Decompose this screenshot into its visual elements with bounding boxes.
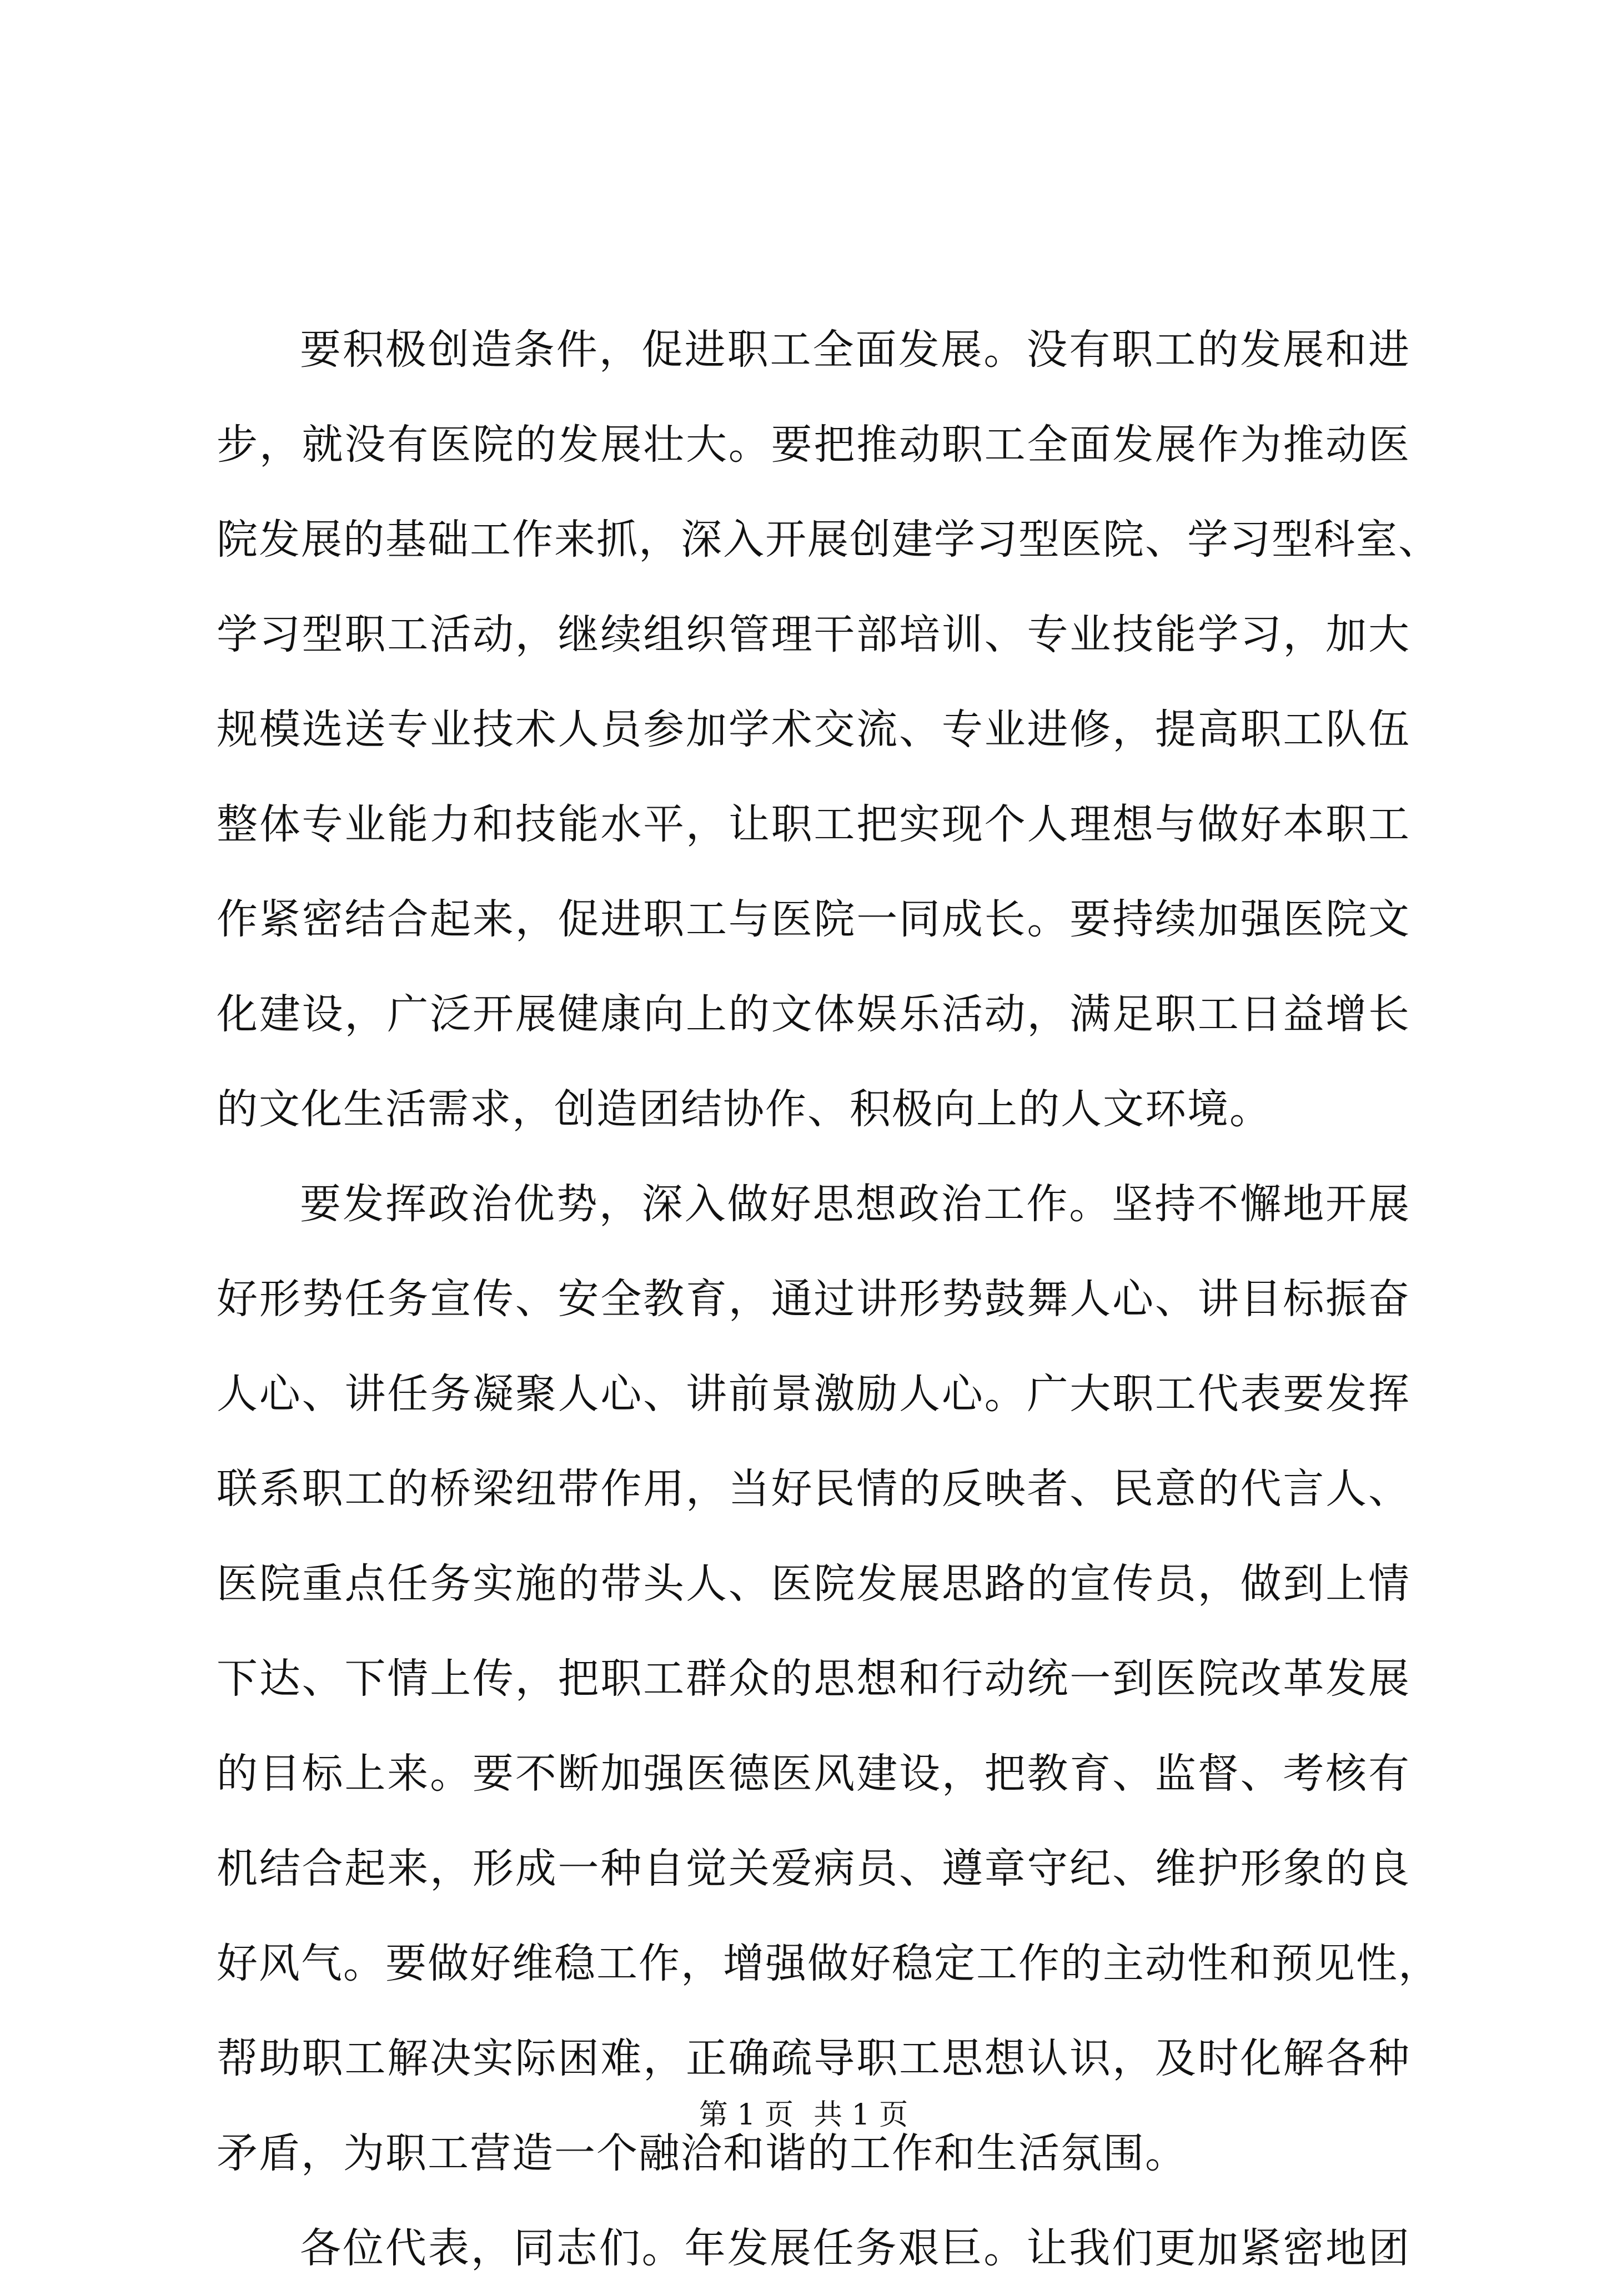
paragraph-1-line-6: 整体专业能力和技能水平，让职工把实现个人理想与做好本职工 xyxy=(217,800,1410,848)
paragraph-2-line-8: 机结合起来，形成一种自觉关爱病员、遵章守纪、维护形象的良 xyxy=(217,1845,1410,1892)
paragraph-1-line-1: 要积极创造条件，促进职工全面发展。没有职工的发展和进 xyxy=(300,326,1410,374)
paragraph-1-line-5: 规模选送专业技术人员参加学术交流、专业进修，提高职工队伍 xyxy=(217,706,1410,753)
paragraph-2-line-6: 下达、下情上传，把职工群众的思想和行动统一到医院改革发展 xyxy=(217,1655,1410,1703)
paragraph-3-line-1: 各位代表，同志们。年发展任务艰巨。让我们更加紧密地团 xyxy=(300,2224,1410,2272)
paragraph-2-line-4: 联系职工的桥梁纽带作用，当好民情的反映者、民意的代言人、 xyxy=(217,1465,1410,1513)
page-total-label: 共 1 页 xyxy=(813,2098,908,2132)
paragraph-2-line-7: 的目标上来。要不断加强医德医风建设，把教育、监督、考核有 xyxy=(217,1750,1410,1797)
page-footer xyxy=(0,2096,1607,2134)
paragraph-1-line-9: 的文化生活需求，创造团结协作、积极向上的人文环境。 xyxy=(217,1085,1272,1133)
paragraph-2-line-5: 医院重点任务实施的带头人、医院发展思路的宣传员，做到上情 xyxy=(217,1560,1410,1608)
paragraph-2-line-11: 矛盾，为职工营造一个融洽和谐的工作和生活氛围。 xyxy=(217,2129,1187,2177)
paragraph-1-line-4: 学习型职工活动，继续组织管理干部培训、专业技能学习，加大 xyxy=(217,611,1410,658)
paragraph-1-line-3: 院发展的基础工作来抓，深入开展创建学习型医院、学习型科室、 xyxy=(217,516,1440,563)
paragraph-2-line-3: 人心、讲任务凝聚人心、讲前景激励人心。广大职工代表要发挥 xyxy=(217,1370,1410,1418)
paragraph-2-line-10: 帮助职工解决实际困难，正确疏导职工思想认识，及时化解各种 xyxy=(217,2035,1410,2082)
page-number-label: 第 1 页 xyxy=(699,2098,794,2132)
paragraph-2-line-9: 好风气。要做好维稳工作，增强做好稳定工作的主动性和预见性， xyxy=(217,1940,1440,1987)
paragraph-1-line-7: 作紧密结合起来，促进职工与医院一同成长。要持续加强医院文 xyxy=(217,895,1410,943)
paragraph-2-line-2: 好形势任务宣传、安全教育，通过讲形势鼓舞人心、讲目标振奋 xyxy=(217,1275,1410,1323)
paragraph-1-line-2: 步，就没有医院的发展壮大。要把推动职工全面发展作为推动医 xyxy=(217,421,1410,469)
body-text xyxy=(217,303,1440,2296)
paragraph-1-line-8: 化建设，广泛开展健康向上的文体娱乐活动，满足职工日益增长 xyxy=(217,990,1410,1038)
paragraph-2-line-1: 要发挥政治优势，深入做好思想政治工作。坚持不懈地开展 xyxy=(300,1180,1410,1228)
